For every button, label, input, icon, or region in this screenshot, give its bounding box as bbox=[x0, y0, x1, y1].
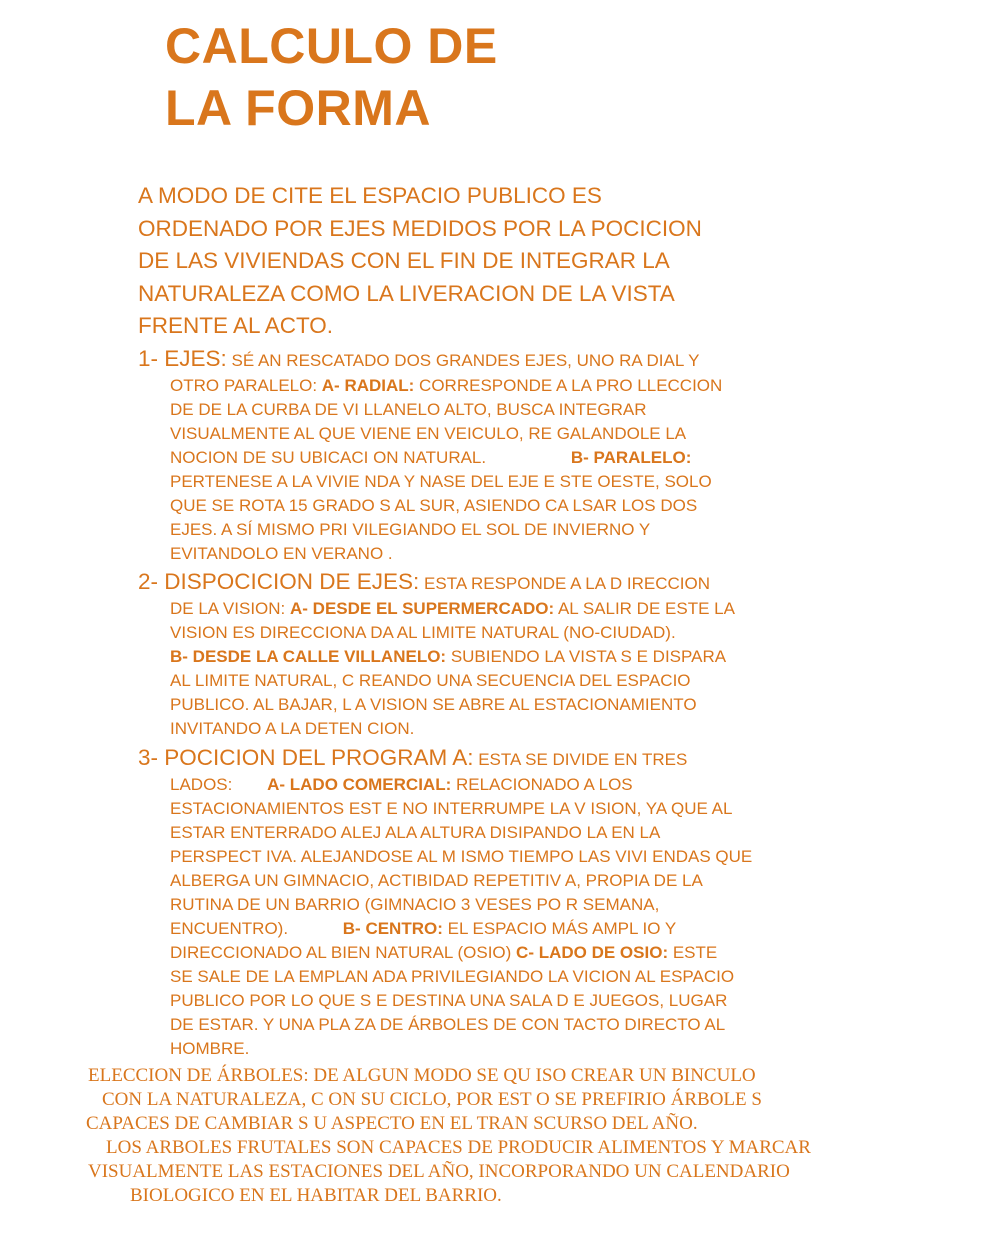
text-line: PERSPECT IVA. ALEJANDOSE AL M ISMO TIEMPO LAS VIVI ENDAS QUE bbox=[170, 847, 753, 866]
page-title bbox=[165, 15, 498, 139]
text-line: PERTENESE A LA VIVIE NDA Y NASE DEL EJE E STE OESTE, SOLO bbox=[170, 472, 712, 491]
text-line: INVITANDO A LA DETEN CION. bbox=[170, 719, 415, 738]
section-heading bbox=[138, 345, 722, 374]
subheading: A- DESDE EL SUPERMERCADO: bbox=[290, 599, 555, 618]
text-line: DE ESTAR. Y UNA PLA ZA DE ÁRBOLES DE CON TACTO DIRECTO AL bbox=[170, 1015, 726, 1034]
text-line: HOMBRE. bbox=[170, 1039, 250, 1058]
subheading: C- LADO DE OSIO: bbox=[516, 943, 669, 962]
subheading: B- CENTRO: bbox=[342, 919, 443, 938]
text-line: VISUALMENTE AL QUE VIENE EN VEICULO, RE GALANDOLE LA bbox=[170, 424, 687, 443]
text: ENCUENTRO). bbox=[170, 919, 293, 938]
section-ejes bbox=[138, 345, 722, 566]
subheading: B- DESDE LA CALLE VILLANELO: bbox=[170, 647, 447, 666]
title-line-2: LA FORMA bbox=[165, 80, 431, 136]
text-line: ESTAR ENTERRADO ALEJ ALA ALTURA DISIPANDO LA EN LA bbox=[170, 823, 661, 842]
intro-line: DE LAS VIVIENDAS CON EL FIN DE INTEGRAR LA bbox=[138, 248, 670, 273]
section-text: SÉ AN RESCATADO DOS GRANDES EJES, UNO RA DIAL Y bbox=[226, 351, 700, 370]
text-line: VISION ES DIRECCIONA DA AL LIMITE NATURAL (NO-CIUDAD). bbox=[170, 623, 676, 642]
section-title: 3- POCICION DEL PROGRAM A: bbox=[138, 745, 474, 770]
section-text: ESTA SE DIVIDE EN TRES bbox=[473, 750, 688, 769]
text-line: PUBLICO POR LO QUE S E DESTINA UNA SALA D E JUEGOS, LUGAR bbox=[170, 991, 728, 1010]
text: DE LA VISION: bbox=[170, 599, 290, 618]
text-line: ALBERGA UN GIMNACIO, ACTIBIDAD REPETITIV A, PROPIA DE LA bbox=[170, 871, 703, 890]
footer-line: VISUALMENTE LAS ESTACIONES DEL AÑO, INCORPORANDO UN CALENDARIO bbox=[88, 1161, 790, 1182]
section-text: ESTA RESPONDE A LA D IRECCION bbox=[419, 574, 710, 593]
subheading: A- LADO COMERCIAL: bbox=[267, 775, 452, 794]
text: LADOS: bbox=[170, 775, 238, 794]
intro-line: A MODO DE CITE EL ESPACIO PUBLICO ES bbox=[138, 183, 602, 208]
text-line: SE SALE DE LA EMPLAN ADA PRIVILEGIANDO LA VICION AL ESPACIO bbox=[170, 967, 735, 986]
text-line: QUE SE ROTA 15 GRADO S AL SUR, ASIENDO CA LSAR LOS DOS bbox=[170, 496, 698, 515]
section-heading bbox=[138, 744, 752, 773]
text: DIRECCIONADO AL BIEN NATURAL (OSIO) bbox=[170, 943, 517, 962]
footer-line: ELECCION DE ÁRBOLES: DE ALGUN MODO SE QU ISO CREAR UN BINCULO bbox=[88, 1065, 756, 1086]
section-body bbox=[138, 773, 752, 1061]
text-line: EJES. A SÍ MISMO PRI VILEGIANDO EL SOL DE INVIERNO Y bbox=[170, 520, 651, 539]
text: SUBIENDO LA VISTA S E DISPARA bbox=[446, 647, 727, 666]
text: AL SALIR DE ESTE LA bbox=[554, 599, 735, 618]
text-line: AL LIMITE NATURAL, C REANDO UNA SECUENCIA DEL ESPACIO bbox=[170, 671, 691, 690]
footer-line: CAPACES DE CAMBIAR S U ASPECTO EN EL TRAN SCURSO DEL AÑO. bbox=[86, 1113, 698, 1134]
text: OTRO PARALELO: bbox=[170, 376, 322, 395]
intro-line: ORDENADO POR EJES MEDIDOS POR LA POCICION bbox=[138, 215, 702, 241]
text-line: PUBLICO. AL BAJAR, L A VISION SE ABRE AL ESTACIONAMIENTO bbox=[170, 695, 697, 714]
text: ESTE bbox=[668, 943, 718, 962]
subheading: A- RADIAL: bbox=[321, 376, 415, 395]
intro-line: NATURALEZA COMO LA LIVERACION DE LA VISTA bbox=[138, 280, 675, 306]
footer-line: BIOLOGICO EN EL HABITAR DEL BARRIO. bbox=[130, 1185, 502, 1206]
text: EL ESPACIO MÁS AMPL IO Y bbox=[442, 919, 677, 938]
subheading: B- PARALELO: bbox=[570, 448, 692, 467]
section-heading bbox=[138, 568, 735, 597]
section-dispocicion bbox=[138, 568, 735, 741]
text: RELACIONADO A LOS bbox=[451, 775, 633, 794]
text-line: DE DE LA CURBA DE VI LLANELO ALTO, BUSCA INTEGRAR bbox=[170, 400, 647, 419]
section-title: 1- EJES: bbox=[138, 346, 227, 371]
text-line: EVITANDOLO EN VERANO . bbox=[170, 544, 393, 563]
title-line-1: CALCULO DE bbox=[165, 18, 498, 74]
section-pocicion bbox=[138, 744, 752, 1061]
section-body bbox=[138, 597, 735, 741]
text: NOCION DE SU UBICACI ON NATURAL. bbox=[170, 448, 491, 467]
section-title: 2- DISPOCICION DE EJES: bbox=[138, 569, 420, 594]
footer-line: CON LA NATURALEZA, C ON SU CICLO, POR EST O SE PREFIRIO ÁRBOLE S bbox=[102, 1089, 762, 1110]
text-line: ESTACIONAMIENTOS EST E NO INTERRUMPE LA V ISION, YA QUE AL bbox=[170, 799, 733, 818]
section-body bbox=[138, 374, 722, 566]
text: CORRESPONDE A LA PRO LLECCION bbox=[414, 376, 723, 395]
intro-paragraph bbox=[138, 180, 702, 343]
text-line: RUTINA DE UN BARRIO (GIMNACIO 3 VESES PO R SEMANA, bbox=[170, 895, 660, 914]
intro-line: FRENTE AL ACTO. bbox=[138, 313, 334, 338]
footer-line: LOS ARBOLES FRUTALES SON CAPACES DE PRODUCIR ALIMENTOS Y MARCAR bbox=[106, 1137, 811, 1158]
